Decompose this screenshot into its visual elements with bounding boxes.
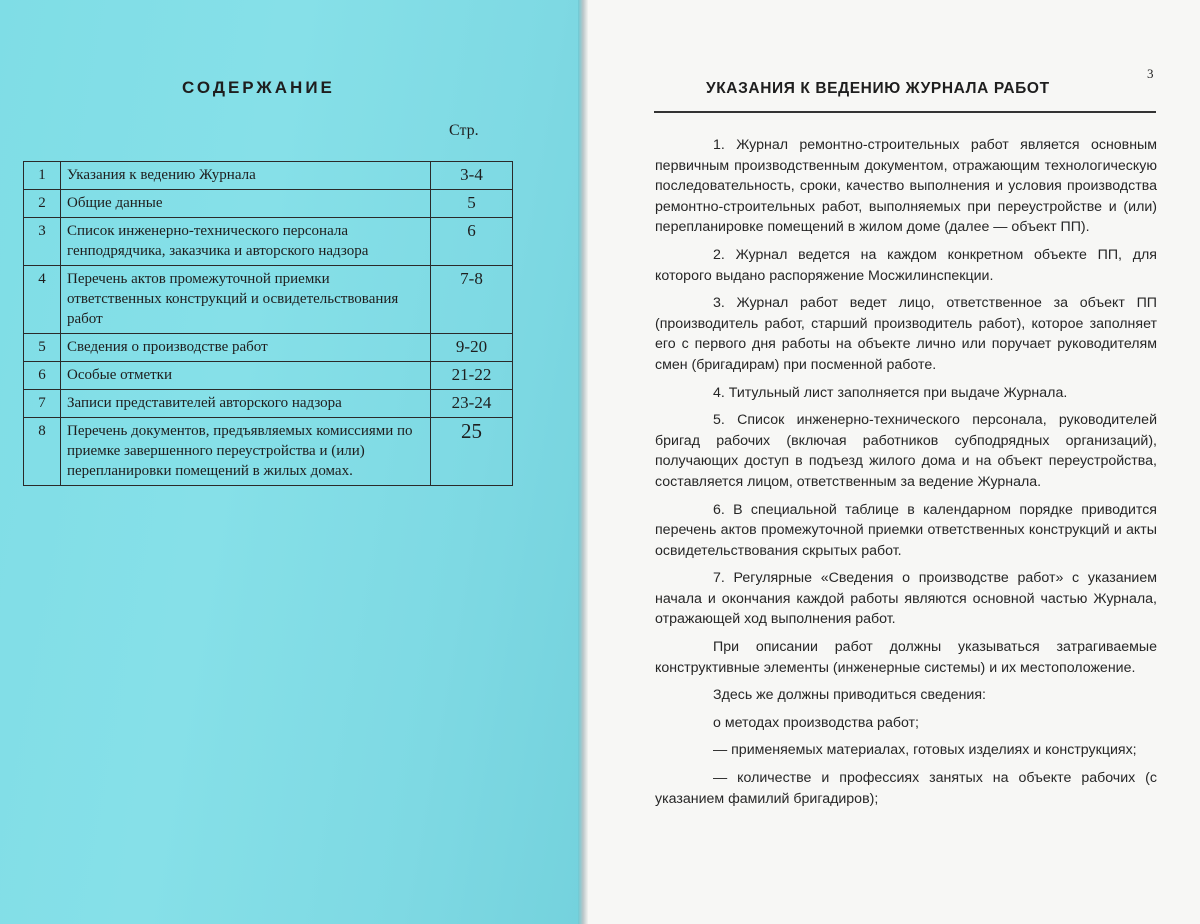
page-number: 3 [1147,66,1154,81]
table-row [24,390,513,418]
row-pages: 7-8 [431,266,513,334]
table-row [24,190,513,218]
row-number: 1 [24,162,61,190]
paragraph: При описании работ должны указываться затрагиваемые конструктивные элементы (инженерные системы) и их местоположение. [655,639,1157,676]
table-of-contents [23,161,513,486]
row-pages: 21-22 [431,362,513,390]
table-row [24,334,513,362]
row-title: Особые отметки [61,362,431,390]
table-row [24,266,513,334]
row-number: 4 [24,266,61,334]
row-number: 3 [24,218,61,266]
row-number: 5 [24,334,61,362]
paragraph: о методах производства работ; [713,714,919,731]
row-number: 8 [24,418,61,486]
paragraph: Здесь же должны приводиться сведения: [713,687,986,704]
row-title: Сведения о производстве работ [61,334,431,362]
paragraph: 2. Журнал ведется на каждом конкретном объекте ПП, для которого выдано распоряжение Мосжилинспекции. [655,246,1157,284]
toc-title: СОДЕРЖАНИЕ [182,78,335,97]
table-row [24,362,513,390]
paragraph: 6. В специальной таблице в календарном порядке приводится перечень актов промежуточной приемки ответственных конструкций и акты освидетельствования скрытых работ. [655,501,1157,559]
row-pages: 6 [431,218,513,266]
row-title: Список инженерно-технического персонала генподрядчика, заказчика и авторского надзора [61,218,431,266]
instructions-body [655,135,1157,816]
row-title: Перечень документов, предъявляемых комиссиями по приемке завершенного переустройства и (или) перепланировки помещений в жилых домах. [61,418,431,486]
paragraph: — количестве и профессиях занятых на объекте рабочих (с указанием фамилий бригадиров); [655,770,1157,807]
paragraph: 1. Журнал ремонтно-строительных работ является основным первичным производственным документом, отражающим технологическую последовательность, сроки, качество выполнения и условия производства ремонтно-строительных работ, выполняемых при переустройстве и (или) перепланировке помещений в жилом доме (далее — объект ПП). [655,137,1157,236]
row-pages: 9-20 [431,334,513,362]
row-number: 2 [24,190,61,218]
table-row [24,218,513,266]
page-column-label: Стр. [449,122,479,139]
table-row [24,162,513,190]
paragraph: — применяемых материалах, готовых изделиях и конструкциях; [713,742,1137,759]
paragraph: 5. Список инженерно-технического персонала, руководителей бригад рабочих (включая работников субподрядных организаций), получающих доступ в подъезд жилого дома и на объект переустройства, составляется лицом, ответственным за ведение Журнала. [655,412,1157,490]
row-pages: 3-4 [431,162,513,190]
row-title: Перечень актов промежуточной приемки ответственных конструкций и освидетельствования работ [61,266,431,334]
row-number: 7 [24,390,61,418]
paragraph: 4. Титульный лист заполняется при выдаче Журнала. [713,384,1068,401]
row-pages: 25 [431,418,513,486]
row-title: Общие данные [61,190,431,218]
book-spine [578,0,588,924]
row-number: 6 [24,362,61,390]
section-header: УКАЗАНИЯ К ВЕДЕНИЮ ЖУРНАЛА РАБОТ [706,80,1050,97]
header-rule [654,111,1156,113]
row-pages: 5 [431,190,513,218]
paragraph: 3. Журнал работ ведет лицо, ответственное за объект ПП (производитель работ, старший производитель работ), которое заполняет его с первого дня работы на объекте лично или поручает руководителям смен (бригадирам) при посменной работе. [655,295,1157,373]
row-pages: 23-24 [431,390,513,418]
row-title: Записи представителей авторского надзора [61,390,431,418]
row-title: Указания к ведению Журнала [61,162,431,190]
paragraph: 7. Регулярные «Сведения о производстве работ» с указанием начала и окончания каждой работы являются основной частью Журнала, отражающей ход выполнения работ. [655,570,1157,628]
table-row [24,418,513,486]
